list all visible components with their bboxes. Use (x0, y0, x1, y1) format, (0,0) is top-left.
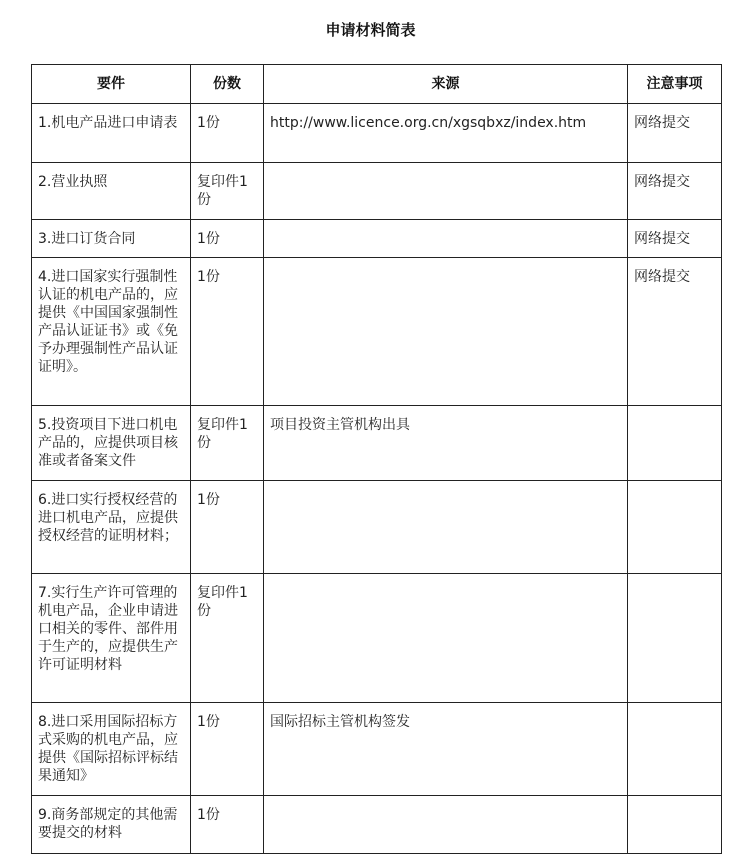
cell-source: 项目投资主管机构出具 (264, 406, 628, 481)
cell-source (264, 220, 628, 258)
cell-notes (628, 796, 722, 854)
cell-requirement: 6.进口实行授权经营的进口机电产品，应提供授权经营的证明材料； (32, 481, 191, 574)
cell-requirement: 2.营业执照 (32, 163, 191, 220)
cell-copies: 1份 (191, 258, 264, 406)
cell-notes: 网络提交 (628, 104, 722, 163)
cell-copies: 1份 (191, 220, 264, 258)
table-row (32, 574, 722, 703)
table-row (32, 481, 722, 574)
cell-notes: 网络提交 (628, 258, 722, 406)
cell-requirement: 3.进口订货合同 (32, 220, 191, 258)
table-row (32, 163, 722, 220)
table-row (32, 796, 722, 854)
cell-requirement: 9.商务部规定的其他需要提交的材料 (32, 796, 191, 854)
cell-notes (628, 406, 722, 481)
cell-notes: 网络提交 (628, 220, 722, 258)
cell-notes (628, 481, 722, 574)
cell-copies: 1份 (191, 796, 264, 854)
header-copies: 份数 (191, 65, 264, 104)
cell-source-link[interactable]: http://www.licence.org.cn/xgsqbxz/index.htm (264, 104, 628, 163)
cell-source (264, 163, 628, 220)
cell-copies: 复印件1份 (191, 406, 264, 481)
cell-requirement: 4.进口国家实行强制性认证的机电产品的，应提供《中国国家强制性产品认证证书》或《免予办理强制性产品认证证明》。 (32, 258, 191, 406)
cell-source (264, 796, 628, 854)
cell-source (264, 574, 628, 703)
header-requirement: 要件 (32, 65, 191, 104)
header-notes: 注意事项 (628, 65, 722, 104)
materials-table (31, 64, 722, 854)
cell-copies: 复印件1份 (191, 163, 264, 220)
page-title: 申请材料简表 (325, 21, 416, 39)
cell-copies: 1份 (191, 703, 264, 796)
table-row (32, 258, 722, 406)
table-row (32, 703, 722, 796)
cell-copies: 1份 (191, 104, 264, 163)
cell-requirement: 7.实行生产许可管理的机电产品，企业申请进口相关的零件、部件用于生产的，应提供生产许可证明材料 (32, 574, 191, 703)
cell-requirement: 8.进口采用国际招标方式采购的机电产品，应提供《国际招标评标结果通知》 (32, 703, 191, 796)
header-source: 来源 (264, 65, 628, 104)
cell-requirement: 1.机电产品进口申请表 (32, 104, 191, 163)
cell-source (264, 481, 628, 574)
table-row (32, 406, 722, 481)
cell-notes: 网络提交 (628, 163, 722, 220)
table-header-row (32, 65, 722, 104)
table-row (32, 220, 722, 258)
cell-notes (628, 574, 722, 703)
cell-copies: 复印件1份 (191, 574, 264, 703)
cell-source: 国际招标主管机构签发 (264, 703, 628, 796)
cell-requirement: 5.投资项目下进口机电产品的，应提供项目核准或者备案文件 (32, 406, 191, 481)
cell-copies: 1份 (191, 481, 264, 574)
cell-source (264, 258, 628, 406)
cell-notes (628, 703, 722, 796)
table-row (32, 104, 722, 163)
